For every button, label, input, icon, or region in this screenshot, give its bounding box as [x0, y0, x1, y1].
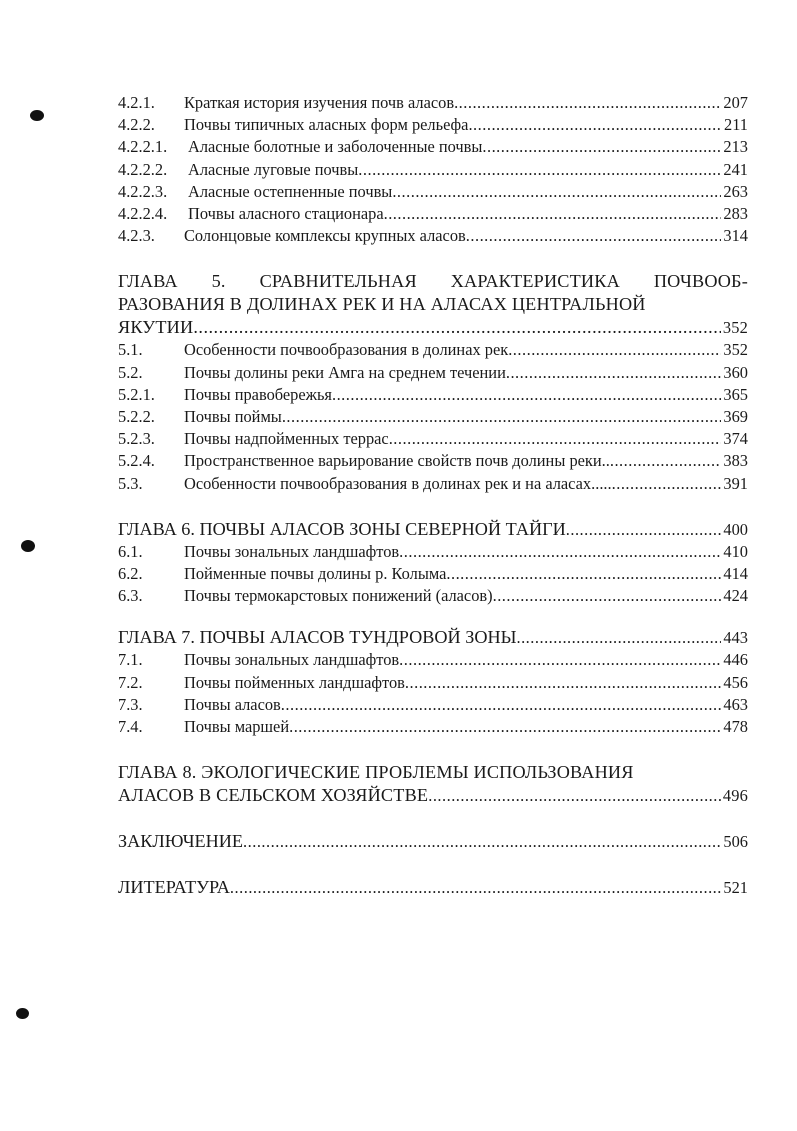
- toc-leader-dots: [428, 784, 721, 807]
- chapter-title-text: ЯКУТИИ: [118, 317, 194, 338]
- chapter-title-text: ЗАКЛЮЧЕНИЕ: [118, 831, 244, 852]
- toc-entry-page: 211: [724, 115, 748, 135]
- toc-entry-page: 369: [723, 407, 748, 427]
- toc-entry-title: Солонцовые комплексы крупных аласов: [184, 226, 466, 246]
- toc-entry-title: Почвы поймы: [184, 407, 282, 427]
- toc-entry[interactable]: [118, 384, 748, 406]
- toc-entry-page: 463: [723, 694, 748, 714]
- toc-leader-dots: [389, 428, 722, 450]
- toc-entry-number: 5.2.1.: [118, 384, 155, 404]
- toc-entry-page: 400: [723, 519, 748, 539]
- toc-leader-dots: [399, 649, 721, 671]
- toc-entry-page: 424: [723, 586, 748, 606]
- toc-entry-number: 5.2.4.: [118, 451, 155, 471]
- toc-leader-dots: [446, 563, 721, 585]
- toc-entry-number: 6.2.: [118, 564, 143, 584]
- toc-entry-title: Почвы аласного стационара: [188, 204, 384, 224]
- chapter-5-title-line-2: РАЗОВАНИЯ В ДОЛИНАХ РЕК И НА АЛАСАХ ЦЕНТРАЛЬНОЙ: [118, 294, 646, 315]
- toc-entry[interactable]: [118, 428, 748, 450]
- literature-entry[interactable]: [118, 876, 748, 899]
- chapter-title-text: ЛИТЕРАТУРА: [118, 877, 230, 898]
- toc-entry-number: 5.2.3.: [118, 429, 155, 449]
- toc-leader-dots: [230, 876, 721, 899]
- toc-entry[interactable]: [118, 694, 748, 716]
- toc-entry-page: 478: [723, 717, 748, 737]
- toc-entry-title: Почвы правобережья: [184, 384, 332, 404]
- toc-entry[interactable]: [118, 450, 748, 472]
- toc-entry-number: 6.1.: [118, 541, 143, 561]
- toc-entry-title: Особенности почвообразования в долинах рек: [184, 340, 509, 360]
- toc-leader-dots: [399, 541, 721, 563]
- toc-entry[interactable]: [118, 339, 748, 361]
- toc-entry-page: 456: [723, 672, 748, 692]
- toc-entry-number: 4.2.2.4.: [118, 204, 168, 224]
- chapter-7-heading[interactable]: [118, 626, 748, 649]
- punch-hole-mark: [30, 110, 44, 121]
- toc-entry[interactable]: [118, 716, 748, 738]
- toc-entry-title: Почвы зональных ландшафтов: [184, 650, 400, 670]
- toc-entry-page: 496: [722, 786, 748, 806]
- toc-entry[interactable]: [118, 181, 748, 203]
- toc-leader-dots: [612, 473, 722, 495]
- toc-entry-page: 283: [723, 204, 748, 224]
- toc-entry-title: Краткая история изучения почв аласов: [184, 93, 455, 112]
- chapter-title-text: ГЛАВА 6. ПОЧВЫ АЛАСОВ ЗОНЫ СЕВЕРНОЙ ТАЙГИ: [118, 518, 566, 539]
- toc-entry-title: Аласные остепненные почвы: [188, 181, 393, 201]
- toc-leader-dots: [384, 203, 722, 225]
- toc-entry-page: 414: [723, 564, 748, 584]
- chapter-title-word: ПОЧВООБ-: [653, 271, 748, 292]
- toc-leader-dots: [243, 830, 721, 853]
- toc-entry[interactable]: [118, 473, 748, 495]
- toc-entry[interactable]: [118, 225, 748, 247]
- chapter-title-text: АЛАСОВ В СЕЛЬСКОМ ХОЗЯЙСТВЕ: [118, 785, 429, 806]
- toc-leader-dots: [281, 694, 722, 716]
- toc-entry-title: Почвы термокарстовых понижений (аласов): [184, 586, 493, 606]
- chapter-title-word: ГЛАВА: [118, 271, 178, 292]
- toc-entry-title: Почвы типичных аласных форм рельефа: [184, 115, 469, 135]
- toc-entry[interactable]: [118, 672, 748, 694]
- toc-entry-number: 7.2.: [118, 672, 143, 692]
- toc-entry-number: 5.2.2.: [118, 407, 155, 427]
- chapter-8-title-line-2: [118, 784, 748, 807]
- toc-entry-page: 360: [723, 362, 748, 382]
- toc-entry[interactable]: [118, 92, 748, 114]
- toc-leader-dots: [289, 716, 721, 738]
- toc-entry-page: 352: [722, 318, 748, 338]
- toc-leader-dots: [392, 181, 721, 203]
- toc-entry-number: 6.3.: [118, 586, 143, 606]
- toc-entry-page: 383: [723, 451, 748, 471]
- chapter-6-heading[interactable]: [118, 518, 748, 541]
- toc-entry-title: Почвы надпойменных террас: [184, 429, 389, 449]
- toc-entry-number: 4.2.2.3.: [118, 181, 168, 201]
- toc-leader-dots: [332, 384, 721, 406]
- toc-entry[interactable]: [118, 362, 748, 384]
- chapter-8-title-line-1: ГЛАВА 8. ЭКОЛОГИЧЕСКИЕ ПРОБЛЕМЫ ИСПОЛЬЗОВАНИЯ: [118, 762, 634, 783]
- toc-leader-dots: [516, 626, 721, 649]
- toc-leader-dots: [506, 362, 722, 384]
- toc-entry[interactable]: [118, 649, 748, 671]
- toc-entry-title: Почвы долины реки Амга на среднем течении: [184, 362, 506, 382]
- toc-entry-title: Почвы маршей: [184, 717, 290, 737]
- toc-leader-dots: [466, 225, 722, 247]
- toc-leader-dots: [610, 450, 722, 472]
- toc-entry-page: 352: [723, 340, 748, 360]
- toc-entry-page: 506: [723, 832, 748, 852]
- toc-entry-number: 7.3.: [118, 694, 143, 714]
- toc-entry-number: 5.1.: [118, 340, 143, 360]
- toc-entry-title: Аласные луговые почвы: [188, 159, 359, 179]
- toc-entry[interactable]: [118, 585, 748, 607]
- chapter-title-text: ГЛАВА 7. ПОЧВЫ АЛАСОВ ТУНДРОВОЙ ЗОНЫ: [118, 627, 517, 648]
- toc-entry-title: Почвы аласов: [184, 694, 281, 714]
- toc-entry-page: 446: [723, 650, 748, 670]
- toc-leader-dots: [454, 92, 721, 114]
- toc-entry-page: 365: [723, 384, 748, 404]
- toc-entry-title: Особенности почвообразования в долинах рек и на аласах.....: [184, 473, 612, 493]
- toc-entry-page: 314: [723, 226, 748, 246]
- toc-leader-dots: [566, 518, 722, 541]
- toc-entry-page: 521: [723, 878, 748, 898]
- toc-entry[interactable]: [118, 136, 748, 158]
- toc-entry-number: 4.2.2.: [118, 115, 155, 135]
- chapter-title-word: 5.: [211, 271, 226, 292]
- conclusion-entry[interactable]: [118, 830, 748, 853]
- toc-leader-dots: [508, 339, 721, 361]
- toc-entry-page: 207: [723, 93, 748, 112]
- toc-entry-number: 4.2.3.: [118, 226, 155, 246]
- toc-entry-number: 5.3.: [118, 473, 143, 493]
- toc-leader-dots: [282, 406, 722, 428]
- toc-entry[interactable]: [118, 203, 748, 225]
- toc-entry-title: Почвы зональных ландшафтов: [184, 541, 400, 561]
- toc-leader-dots: [468, 114, 722, 136]
- toc-entry-number: 7.1.: [118, 650, 143, 670]
- toc-entry-page: 374: [723, 429, 748, 449]
- toc-leader-dots: [358, 159, 721, 181]
- toc-entry[interactable]: [118, 541, 748, 563]
- toc-leader-dots: [493, 585, 722, 607]
- toc-leader-dots: [482, 136, 721, 158]
- toc-entry-title: Почвы пойменных ландшафтов: [184, 672, 405, 692]
- chapter-5-title-line-1: [118, 270, 748, 293]
- toc-entry-page: 213: [723, 137, 748, 157]
- toc-entry-number: 5.2.: [118, 362, 143, 382]
- toc-leader-dots: [193, 316, 720, 339]
- toc-entry-page: 241: [723, 159, 748, 179]
- chapter-5-title-line-3: [118, 316, 748, 339]
- toc-entry-page: 391: [723, 473, 748, 493]
- toc-entry[interactable]: [118, 406, 748, 428]
- toc-entry[interactable]: [118, 563, 748, 585]
- chapter-8-heading[interactable]: [118, 761, 748, 807]
- chapter-title-word: СРАВНИТЕЛЬНАЯ: [259, 271, 417, 292]
- toc-entry-number: 4.2.2.1.: [118, 137, 168, 157]
- toc-leader-dots: [405, 672, 722, 694]
- toc-entry[interactable]: [118, 159, 748, 181]
- toc-entry-page: 263: [723, 181, 748, 201]
- toc-entry[interactable]: [118, 114, 748, 136]
- toc-entry-page: 443: [723, 628, 748, 648]
- chapter-5-heading[interactable]: [118, 270, 748, 339]
- chapter-title-word: ХАРАКТЕРИСТИКА: [450, 271, 620, 292]
- toc-entry-title: Пространственное варьирование свойств почв долины реки..: [184, 451, 610, 471]
- punch-hole-mark: [16, 1008, 29, 1019]
- toc-entry-number: 7.4.: [118, 717, 143, 737]
- table-of-contents: [118, 92, 748, 899]
- toc-entry-page: 410: [723, 541, 748, 561]
- toc-entry-title: Пойменные почвы долины р. Колыма: [184, 564, 447, 584]
- toc-entry-number: 4.2.2.2.: [118, 159, 168, 179]
- punch-hole-mark: [21, 540, 35, 552]
- toc-entry-number: 4.2.1.: [118, 93, 155, 112]
- toc-entry-title: Аласные болотные и заболоченные почвы: [188, 137, 483, 157]
